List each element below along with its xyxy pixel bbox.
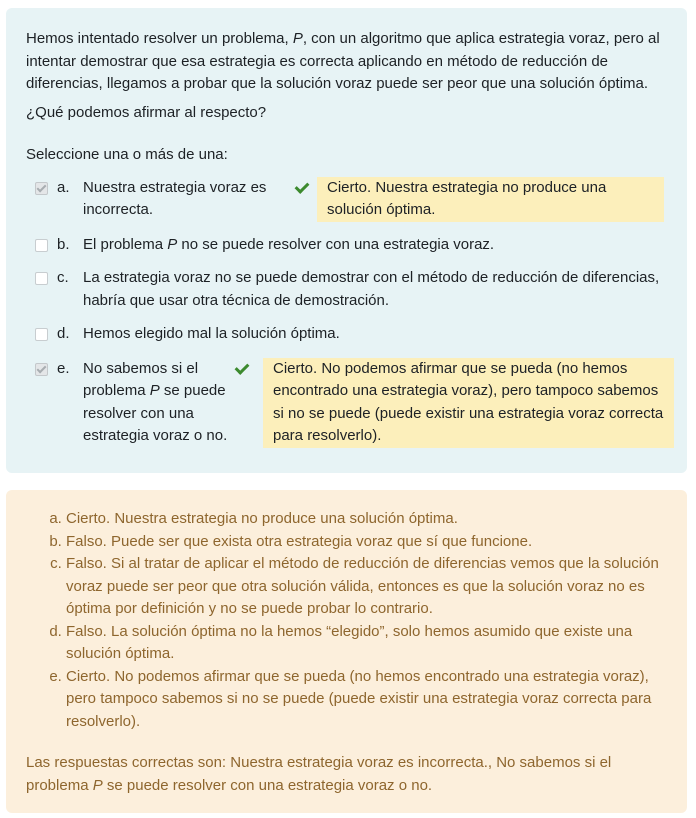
question-panel: [6, 8, 687, 473]
option-e[interactable]: [26, 358, 667, 448]
option-c-text: La estrategia voraz no se puede demostrar con el método de reducción de diferencias, habría que usar otra técnica de demostración.: [83, 269, 660, 309]
correct-check-icon: [233, 362, 249, 376]
general-feedback-panel: [6, 490, 687, 813]
option-c-checkbox[interactable]: [35, 272, 48, 285]
general-feedback-item: b. Falso. Puede ser que exista otra estrategia voraz que sí que funcione.: [66, 531, 667, 554]
option-d-text: Hemos elegido mal la solución óptima.: [83, 325, 340, 342]
general-feedback-list: [26, 508, 667, 733]
question-ask: ¿Qué podemos afirmar al respecto?: [26, 103, 267, 121]
option-e-text: No sabemos si el problema P se puede resolver con una estrategia voraz o no.: [83, 359, 228, 444]
option-b[interactable]: [26, 234, 667, 257]
option-d[interactable]: [26, 323, 667, 346]
option-c[interactable]: [26, 267, 667, 312]
option-a-text: Nuestra estrategia voraz es incorrecta.: [83, 178, 267, 218]
option-e-letter: e.: [57, 359, 70, 377]
option-b-text: El problema P no se puede resolver con una estrategia voraz.: [83, 235, 495, 253]
general-feedback-item: d. Falso. La solución óptima no la hemos “elegido”, solo hemos asumido que existe una solución óptima.: [66, 621, 667, 666]
question-text: [26, 28, 667, 124]
correct-check-icon: [293, 181, 309, 195]
general-feedback-item: a. Cierto. Nuestra estrategia no produce una solución óptima.: [66, 508, 667, 531]
option-a[interactable]: [26, 177, 667, 222]
option-c-letter: c.: [57, 269, 69, 286]
question-statement: Hemos intentado resolver un problema, P, con un algoritmo que aplica estrategia voraz, pero al intentar demostrar que esa estrategia es correcta aplicando en método de reducción de diferencias, llegamos a probar que la solución voraz puede ser peor que una solución óptima.: [26, 30, 660, 92]
right-answer: Las respuestas correctas son: Nuestra estrategia voraz es incorrecta., No sabemos si el problema P se puede resolver con una estrategia voraz o no.: [26, 754, 612, 794]
option-d-checkbox[interactable]: [35, 328, 48, 341]
problem-variable: P: [292, 30, 303, 47]
general-feedback-item: e. Cierto. No podemos afirmar que se pueda (no hemos encontrado una estrategia voraz), pero tampoco sabemos si no se puede (puede existir una estrategia voraz correcta para resolverlo).: [66, 666, 667, 734]
option-a-letter: a.: [57, 178, 70, 196]
general-feedback-item: c. Falso. Si al tratar de aplicar el método de reducción de diferencias vemos que la solución voraz puede ser peor que otra solución válida, entonces es que la solución voraz no es óptima por definición y no se puede probar lo contrario.: [66, 553, 667, 621]
option-a-feedback: Cierto. Nuestra estrategia no produce una solución óptima.: [317, 177, 664, 222]
option-e-checkbox[interactable]: [35, 363, 48, 376]
option-e-feedback: Cierto. No podemos afirmar que se pueda (no hemos encontrado una estrategia voraz), pero tampoco sabemos si no se puede (puede existir una estrategia voraz correcta para resolverlo).: [263, 358, 674, 448]
option-d-letter: d.: [57, 325, 70, 342]
answer-prompt: Seleccione una o más de una:: [26, 146, 228, 163]
option-a-checkbox[interactable]: [35, 182, 48, 195]
option-b-checkbox[interactable]: [35, 239, 48, 252]
option-b-letter: b.: [57, 235, 70, 253]
